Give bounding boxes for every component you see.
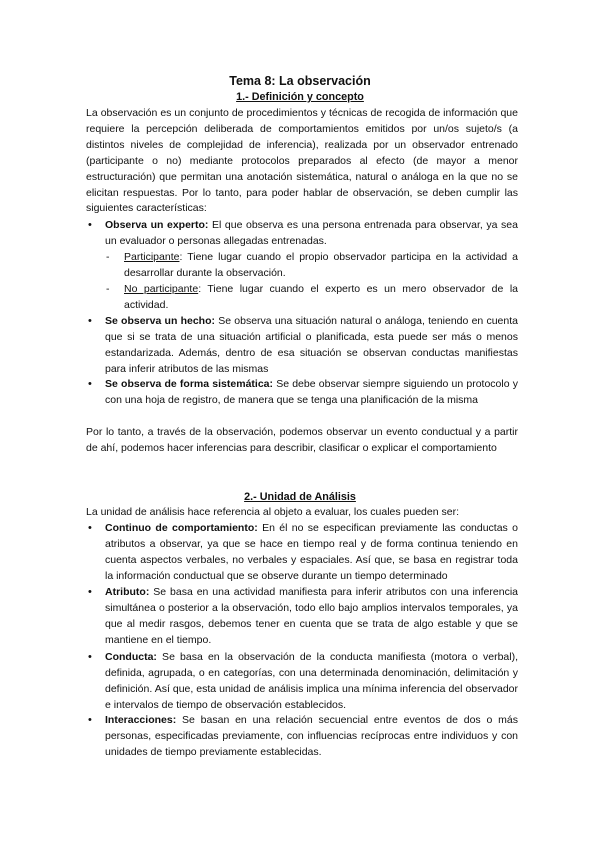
section-2-heading: 2.- Unidad de Análisis	[244, 491, 356, 503]
bullet-icon: •	[88, 378, 92, 390]
list-item-term: Continuo de comportamiento:	[105, 522, 258, 534]
list-item-text	[105, 314, 518, 378]
dash-icon: -	[106, 283, 110, 295]
list-item	[86, 218, 518, 250]
section-2-intro: La unidad de análisis hace referencia al objeto a evaluar, los cuales pueden ser:	[86, 506, 460, 518]
bullet-icon: •	[88, 586, 92, 598]
bullet-icon: •	[88, 651, 92, 663]
bullet-icon: •	[88, 522, 92, 534]
sub-list-item-body: : Tiene lugar cuando el experto es un mero observador de la actividad.	[124, 283, 519, 311]
sub-list-item-term: Participante	[124, 251, 180, 263]
list-item-term: Atributo:	[105, 586, 150, 598]
list-item	[86, 585, 518, 649]
section-1-heading: 1.- Definición y concepto	[236, 91, 364, 103]
list-item	[86, 713, 518, 761]
list-item-body: Se debe observar siempre siguiendo un protocolo y con una hoja de registro, de manera que se tenga una planificación de la misma	[105, 378, 518, 406]
list-item	[86, 650, 518, 714]
list-item-body: Se basan en una relación secuencial entre eventos de dos o más personas, especificadas previamente, con influencias recíprocas entre individuos y con unidades de tiempo previamente establecidas.	[105, 714, 518, 758]
list-item	[86, 377, 518, 409]
list-item-text	[105, 713, 518, 761]
list-item-body: El que observa es una persona entrenada para observar, ya sea un evaluador o personas allegadas entrenadas.	[105, 219, 518, 247]
list-item-text	[105, 218, 518, 250]
list-item	[86, 521, 518, 585]
sub-list-item-body: : Tiene lugar cuando el propio observador participa en la actividad a desarrollar durante la observación.	[124, 251, 518, 279]
list-item-term: Se observa un hecho:	[105, 315, 215, 327]
list-item-term: Observa un experto:	[105, 219, 209, 231]
list-item-text	[105, 521, 518, 585]
bullet-icon: •	[88, 714, 92, 726]
dash-icon: -	[106, 251, 110, 263]
list-item-body: Se basa en la observación de la conducta manifiesta (motora o verbal), definida, agrupada, o en categorías, con una determinada denominación, delimitación y definición. Así que, esta unidad de análisis implica una mínima inferencia del observador e intervalos de tiempo de observación establecidos.	[105, 651, 518, 711]
list-item-text	[105, 650, 518, 714]
list-item-term: Se observa de forma sistemática:	[105, 378, 273, 390]
list-item-body: Se basa en una actividad manifiesta para inferir atributos con una inferencia simultánea o posterior a la observación, todo ello bajo amplios intervalos temporales, ya que al medir rasgos, debemos tener en cuenta que se trata de algo estable y que se mantiene en el tiempo.	[105, 586, 518, 646]
bullet-icon: •	[88, 315, 92, 327]
list-item-term: Interacciones:	[105, 714, 177, 726]
list-item	[86, 314, 518, 378]
sub-list-item-term: No participante	[124, 283, 199, 295]
list-item-body: Se observa una situación natural o análoga, teniendo en cuenta que si se trata de una situación artificial o planificada, esta puede ser más o menos estandarizada. Además, dentro de esa situación se observan conductas manifiestas para inferir atributos de las mismas	[105, 315, 518, 375]
sub-list-item-text	[124, 282, 518, 314]
list-item-term: Conducta:	[105, 651, 157, 663]
section-1-closing: Por lo tanto, a través de la observación, podemos observar un evento conductual y a partir de ahí, podemos hacer inferencias para describir, clasificar o explicar el comportamiento	[86, 426, 518, 454]
document-title: Tema 8: La observación	[229, 74, 371, 88]
list-item-text	[105, 585, 518, 649]
sub-list-item	[106, 282, 518, 314]
bullet-icon: •	[88, 219, 92, 231]
sub-list-item-text	[124, 250, 518, 282]
list-item-body: En él no se especifican previamente las conductas o atributos a observar, ya que se hace en tiempo real y de forma continua teniendo en cuenta aspectos verbales, no verbales y espaciales. Así que, se basa en registrar toda la información conductual que se observe durante un tiempo determinado	[105, 522, 518, 582]
list-item-text	[105, 377, 518, 409]
section-1-intro: La observación es un conjunto de procedimientos y técnicas de recogida de información que requiere la percepción deliberada de comportamientos emitidos por un/os sujeto/s (a distintos niveles de complejidad de inferencia), realizada por un observador entrenado (participante o no) mediante protocolos preparados al efecto (de mayor a menor estructuración) que permitan una anotación sistemática, natural o análoga en la que no se elicitan respuestas. Por lo tanto, para poder hablar de observación, se deben cumplir las siguientes características:	[86, 107, 518, 215]
sub-list-item	[106, 250, 518, 282]
